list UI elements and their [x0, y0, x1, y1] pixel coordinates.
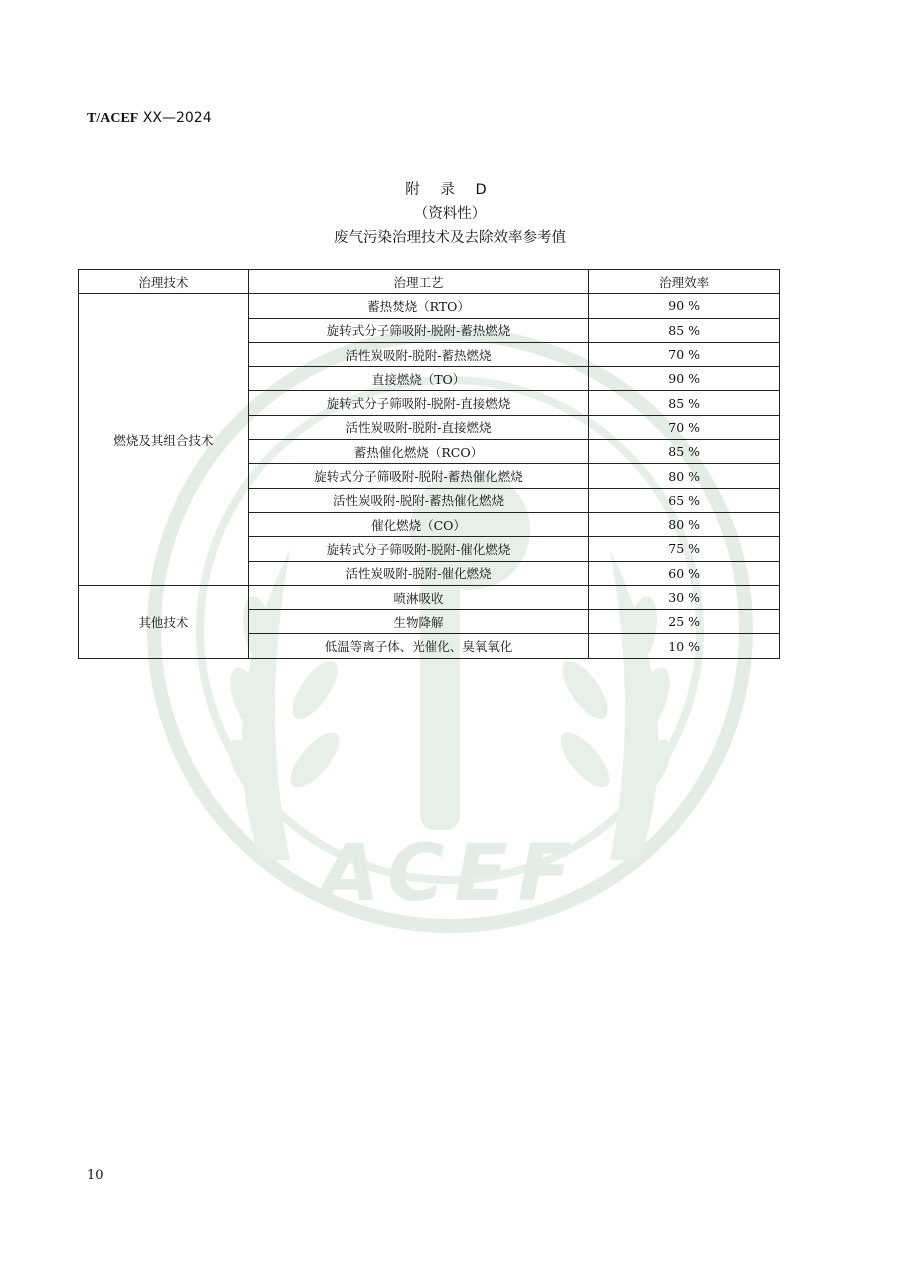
table-row	[79, 585, 780, 609]
efficiency-cell: 85 %	[589, 391, 780, 415]
page-number: 10	[87, 1168, 104, 1183]
process-cell: 活性炭吸附-脱附-直接燃烧	[248, 415, 589, 439]
header-technology: 治理技术	[79, 270, 249, 294]
efficiency-cell: 10 %	[589, 634, 780, 658]
process-cell: 活性炭吸附-脱附-蓄热催化燃烧	[248, 488, 589, 512]
efficiency-cell: 85 %	[589, 318, 780, 342]
efficiency-cell: 85 %	[589, 440, 780, 464]
group-technology-combustion: 燃烧及其组合技术	[79, 294, 249, 586]
process-cell: 生物降解	[248, 610, 589, 634]
document-code	[87, 108, 212, 129]
watermark-text: ACEF	[319, 829, 581, 919]
efficiency-cell: 90 %	[589, 367, 780, 391]
process-cell: 旋转式分子筛吸附-脱附-蓄热燃烧	[248, 318, 589, 342]
efficiency-cell: 90 %	[589, 294, 780, 318]
efficiency-cell: 75 %	[589, 537, 780, 561]
process-cell: 催化燃烧（CO）	[248, 512, 589, 536]
efficiency-cell: 65 %	[589, 488, 780, 512]
process-cell: 活性炭吸附-脱附-催化燃烧	[248, 561, 589, 585]
efficiency-cell: 70 %	[589, 342, 780, 366]
efficiency-cell: 25 %	[589, 610, 780, 634]
table-row	[79, 294, 780, 318]
process-cell: 直接燃烧（TO）	[248, 367, 589, 391]
process-cell: 活性炭吸附-脱附-蓄热燃烧	[248, 342, 589, 366]
process-cell: 喷淋吸收	[248, 585, 589, 609]
efficiency-cell: 80 %	[589, 464, 780, 488]
group-technology-other: 其他技术	[79, 585, 249, 658]
process-cell: 旋转式分子筛吸附-脱附-催化燃烧	[248, 537, 589, 561]
efficiency-table	[78, 269, 780, 659]
efficiency-cell: 30 %	[589, 585, 780, 609]
table-header-row	[79, 270, 780, 294]
process-cell: 低温等离子体、光催化、臭氧氧化	[248, 634, 589, 658]
header-efficiency: 治理效率	[589, 270, 780, 294]
process-cell: 旋转式分子筛吸附-脱附-直接燃烧	[248, 391, 589, 415]
header-process: 治理工艺	[248, 270, 589, 294]
efficiency-cell: 70 %	[589, 415, 780, 439]
process-cell: 旋转式分子筛吸附-脱附-蓄热催化燃烧	[248, 464, 589, 488]
document-code-prefix: T/ACEF	[87, 111, 139, 126]
process-cell: 蓄热焚烧（RTO）	[248, 294, 589, 318]
appendix-nature: （资料性）	[413, 206, 487, 222]
appendix-label: 附 录 D	[405, 182, 495, 198]
document-code-number: XX—2024	[142, 110, 212, 126]
appendix-title: 废气污染治理技术及去除效率参考值	[334, 230, 566, 246]
efficiency-cell: 80 %	[589, 512, 780, 536]
efficiency-cell: 60 %	[589, 561, 780, 585]
process-cell: 蓄热催化燃烧（RCO）	[248, 440, 589, 464]
